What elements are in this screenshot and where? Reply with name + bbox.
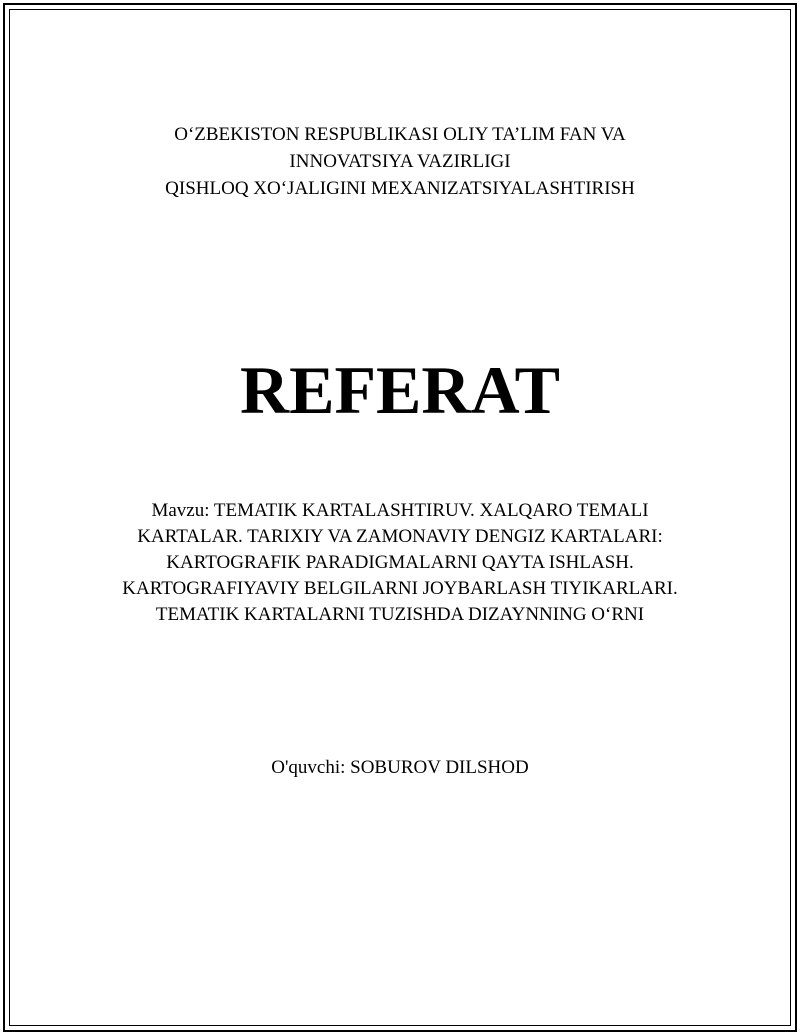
topic-line-1: Mavzu: TEMATIK KARTALASHTIRUV. XALQARO TEMALI: [151, 500, 649, 521]
institution-heading: [0, 121, 800, 202]
institution-line-1: O‘ZBEKISTON RESPUBLIKASI OLIY TA’LIM FAN VA: [174, 124, 626, 145]
document-title: REFERAT: [240, 352, 560, 428]
topic-paragraph: [0, 498, 800, 628]
topic-line-2: KARTALAR. TARIXIY VA ZAMONAVIY DENGIZ KARTALARI:: [137, 526, 663, 547]
student-name: O'quvchi: SOBUROV DILSHOD: [271, 757, 529, 778]
topic-line-5: TEMATIK KARTALARNI TUZISHDA DIZAYNNING O‘RNI: [155, 604, 645, 625]
topic-line-4: KARTOGRAFIYAVIY BELGILARNI JOYBARLASH TIYIKARLARI.: [122, 578, 678, 599]
topic-line-3: KARTOGRAFIK PARADIGMALARNI QAYTA ISHLASH.: [166, 552, 634, 573]
institution-line-3: QISHLOQ XO‘JALIGINI MEXANIZATSIYALASHTIRISH: [165, 178, 635, 199]
institution-line-2: INNOVATSIYA VAZIRLIGI: [289, 151, 511, 172]
